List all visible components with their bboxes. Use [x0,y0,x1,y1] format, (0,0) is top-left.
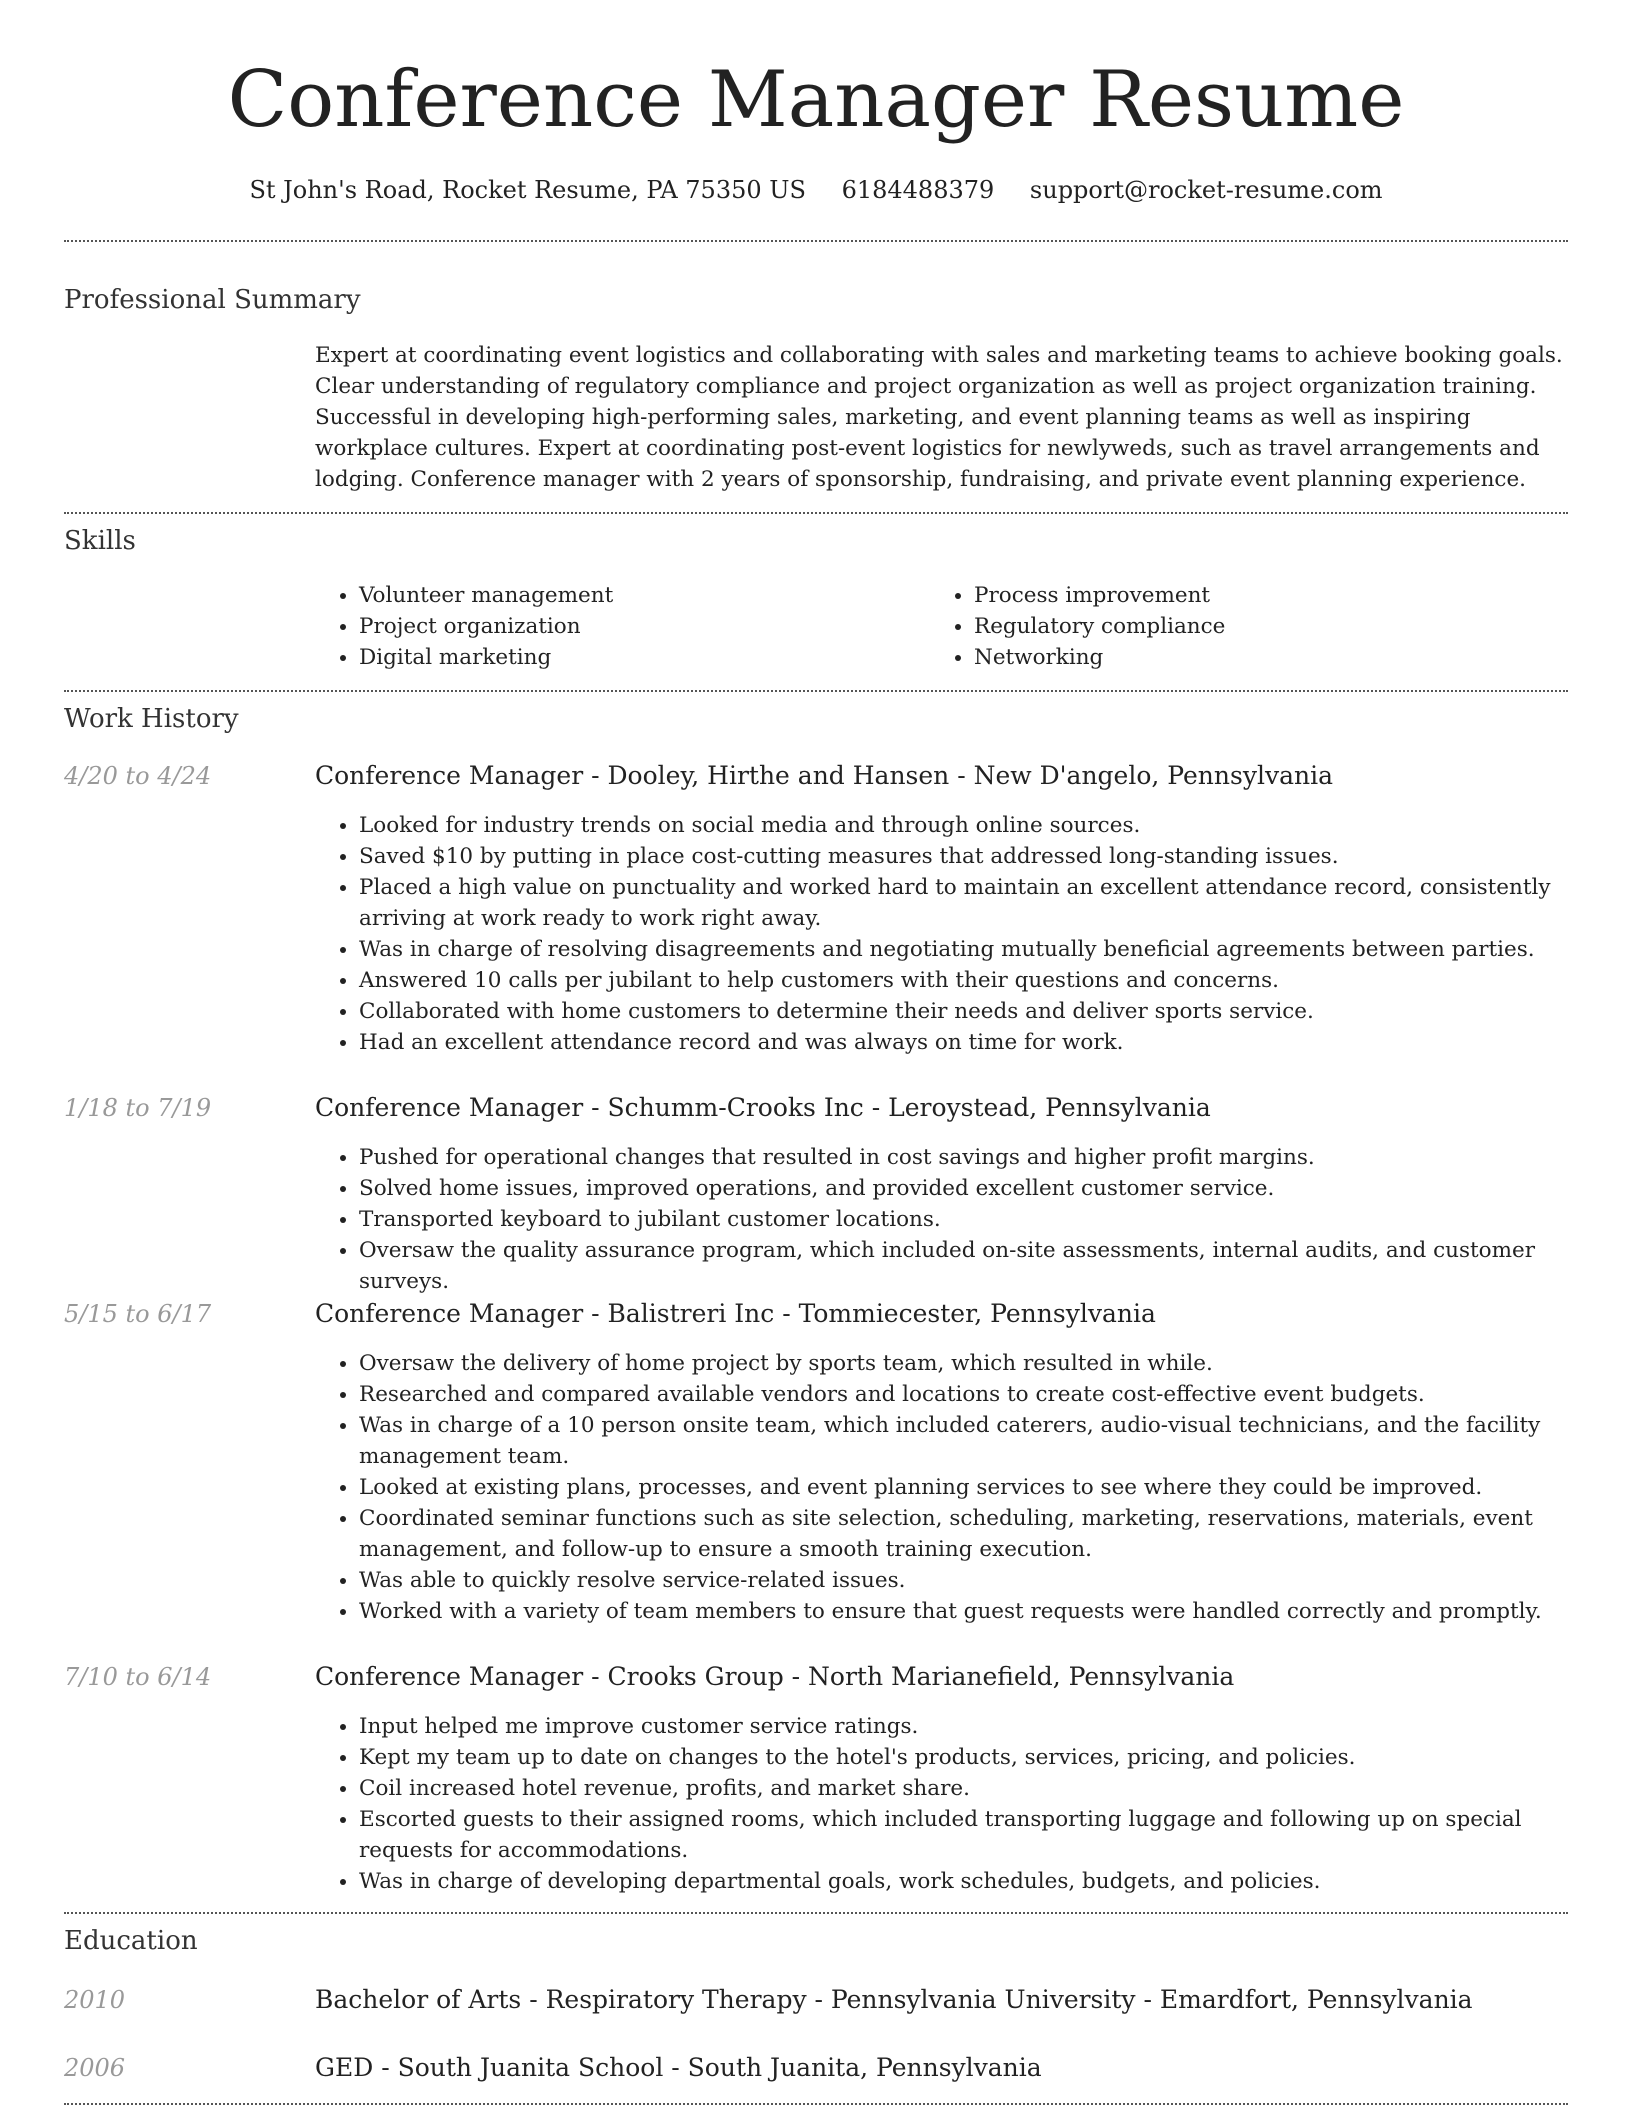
job-bullet: • Solved home issues, improved operations, and provided excellent customer service. [359,1173,1575,1204]
summary-heading: Professional Summary [64,285,361,315]
divider [64,690,1568,692]
job-bullet: • Was able to quickly resolve service-related issues. [359,1565,1575,1596]
skills-heading: Skills [64,526,136,556]
skills-right-column [930,580,1530,673]
job-bullets [315,1711,1575,1897]
job-bullet: • Input helped me improve customer service ratings. [359,1711,1575,1742]
contact-address: St John's Road, Rocket Resume, PA 75350 US [249,176,806,204]
job-bullet: • Researched and compared available vendors and locations to create cost-effective event budgets. [359,1379,1575,1410]
skill-item: • Regulatory compliance [974,611,1530,642]
job-dates: 1/18 to 7/19 [64,1094,212,1122]
job-bullet: • Oversaw the delivery of home project by sports team, which resulted in while. [359,1348,1575,1379]
resume-title: Conference Manager Resume [227,55,1405,145]
job-bullet: • Placed a high value on punctuality and worked hard to maintain an excellent attendance record, consistently arriving at work ready to work right away. [359,872,1575,934]
job-bullet: • Was in charge of resolving disagreements and negotiating mutually beneficial agreements between parties. [359,934,1575,965]
education-year: 2006 [64,2054,126,2082]
job-dates: 7/10 to 6/14 [64,1663,212,1691]
divider [64,1912,1568,1914]
job-title: Conference Manager - Balistreri Inc - Tommiecester, Pennsylvania [315,1299,1156,1328]
education-entry: Bachelor of Arts - Respiratory Therapy - Pennsylvania University - Emardfort, Pennsylvania [315,1985,1473,2014]
job-bullets [315,1142,1575,1297]
skill-item: • Volunteer management [359,580,915,611]
skill-item: • Project organization [359,611,915,642]
job-bullets [315,810,1575,1058]
job-bullet: • Looked for industry trends on social media and through online sources. [359,810,1575,841]
job-bullet: • Had an excellent attendance record and was always on time for work. [359,1027,1575,1058]
skills-left-column [315,580,915,673]
job-dates: 4/20 to 4/24 [64,762,212,790]
contact-line [0,170,1632,210]
job-bullet: • Pushed for operational changes that resulted in cost savings and higher profit margins. [359,1142,1575,1173]
job-bullet: • Was in charge of a 10 person onsite team, which included caterers, audio-visual technicians, and the facility management team. [359,1410,1575,1472]
job-bullet: • Saved $10 by putting in place cost-cutting measures that addressed long-standing issues. [359,841,1575,872]
job-bullet: • Kept my team up to date on changes to the hotel's products, services, pricing, and policies. [359,1742,1575,1773]
work-heading: Work History [64,704,239,734]
skill-item: • Networking [974,642,1530,673]
job-bullet: • Escorted guests to their assigned rooms, which included transporting luggage and following up on special requests for accommodations. [359,1804,1575,1866]
job-bullet: • Oversaw the quality assurance program, which included on-site assessments, internal audits, and customer surveys. [359,1235,1575,1297]
contact-phone: 6184488379 [841,176,995,204]
job-bullet: • Coordinated seminar functions such as site selection, scheduling, marketing, reservations, materials, event management, and follow-up to ensure a smooth training execution. [359,1503,1575,1565]
education-year: 2010 [64,1986,126,2014]
job-bullet: • Answered 10 calls per jubilant to help customers with their questions and concerns. [359,965,1575,996]
job-bullet: • Looked at existing plans, processes, and event planning services to see where they could be improved. [359,1472,1575,1503]
job-bullet: • Coil increased hotel revenue, profits, and market share. [359,1773,1575,1804]
job-bullet: • Was in charge of developing departmental goals, work schedules, budgets, and policies. [359,1866,1575,1897]
divider [64,240,1568,242]
divider [64,512,1568,514]
job-bullet: • Collaborated with home customers to determine their needs and deliver sports service. [359,996,1575,1027]
job-dates: 5/15 to 6/17 [64,1300,212,1328]
skill-item: • Digital marketing [359,642,915,673]
job-title: Conference Manager - Dooley, Hirthe and Hansen - New D'angelo, Pennsylvania [315,761,1333,790]
contact-email: support@rocket-resume.com [1029,176,1383,204]
summary-text: Expert at coordinating event logistics and collaborating with sales and marketing teams to achieve booking goals. Clear understanding of regulatory compliance and project organization as well as project organization training. Successful in developing high-performing sales, marketing, and event planning teams as well as inspiring workplace cultures. Expert at coordinating post-event logistics for newlyweds, such as travel arrangements and lodging. Conference manager with 2 years of sponsorship, fundraising, and private event planning experience. [315,343,1563,492]
divider [64,2103,1568,2105]
skill-item: • Process improvement [974,580,1530,611]
job-bullet: • Worked with a variety of team members to ensure that guest requests were handled correctly and promptly. [359,1596,1575,1627]
job-title: Conference Manager - Schumm-Crooks Inc - Leroystead, Pennsylvania [315,1093,1211,1122]
job-bullet: • Transported keyboard to jubilant customer locations. [359,1204,1575,1235]
job-bullets [315,1348,1575,1627]
job-title: Conference Manager - Crooks Group - North Marianefield, Pennsylvania [315,1662,1235,1691]
education-heading: Education [64,1926,198,1956]
education-entry: GED - South Juanita School - South Juanita, Pennsylvania [315,2053,1042,2082]
